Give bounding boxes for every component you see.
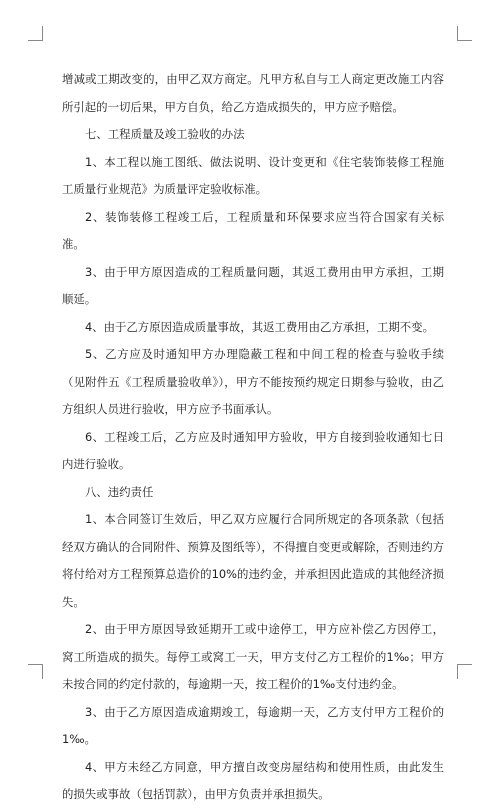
crop-mark-top-left bbox=[28, 26, 43, 41]
clause-8-2: 2、由于甲方原因导致延期开工或中途停工，甲方应补偿乙方因停工，窝工所造成的损失。每停工或窝工一天，甲方支付乙方工程价的1‰；甲方未按合同的约定付款的，每逾期一天，按工程价的1‰支付违约金。 bbox=[62, 622, 444, 691]
clause-7-3: 3、由于甲方原因造成的工程质量问题，其返工费用由甲方承担，工期顺延。 bbox=[62, 264, 444, 306]
clause-8-4: 4、甲方未经乙方同意，甲方擅自改变房屋结构和使用性质，由此发生的损失或事故（包括罚款），由甲方负责并承担损失。 bbox=[62, 759, 444, 801]
clause-7-5: 5、乙方应及时通知甲方办理隐蔽工程和中间工程的检查与验收手续（见附件五《工程质量验收单》），甲方不能按预约规定日期参与验收，由乙方组织人员进行验收，甲方应予书面承认。 bbox=[62, 347, 444, 416]
section-heading-7: 七、工程质量及竣工验收的办法 bbox=[85, 127, 245, 141]
section-heading-8: 八、违约责任 bbox=[85, 484, 154, 499]
crop-mark-bottom-right bbox=[457, 664, 472, 679]
paragraph-continuation: 增减或工期改变的，由甲乙双方商定。凡甲方私自与工人商定更改施工内容所引起的一切后果，甲方自负，给乙方造成损失的，甲方应予赔偿。 bbox=[62, 72, 444, 114]
clause-7-2: 2、装饰装修工程竣工后，工程质量和环保要求应当符合国家有关标准。 bbox=[62, 209, 444, 251]
crop-mark-bottom-left bbox=[28, 664, 43, 679]
clause-7-4: 4、由于乙方原因造成质量事故，其返工费用由乙方承担，工期不变。 bbox=[85, 319, 434, 334]
clause-7-1: 1、本工程以施工图纸、做法说明、设计变更和《住宅装饰装修工程施工质量行业规范》为质量评定验收标准。 bbox=[62, 154, 444, 196]
clause-8-1: 1、本合同签订生效后，甲乙双方应履行合同所规定的各项条款（包括经双方确认的合同附件、预算及图纸等），不得擅自变更或解除，否则违约方将付给对方工程预算总造价的10%的违约金，并承担因此造成的其他经济损失。 bbox=[62, 512, 444, 609]
document-page bbox=[62, 66, 444, 809]
clause-7-6: 6、工程竣工后，乙方应及时通知甲方验收，甲方自接到验收通知七日内进行验收。 bbox=[62, 429, 444, 471]
crop-mark-top-right bbox=[457, 26, 472, 41]
clause-8-3: 3、由于乙方原因造成逾期竣工，每逾期一天，乙方支付甲方工程价的1‰。 bbox=[62, 704, 444, 746]
